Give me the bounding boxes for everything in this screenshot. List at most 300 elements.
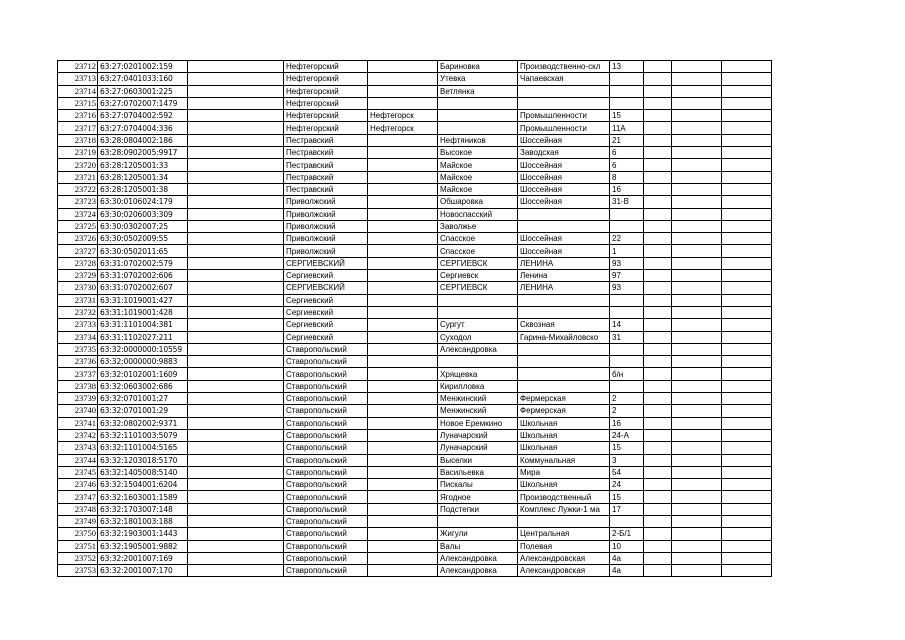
cadastral-number: 63:32:1903001:1443 — [98, 528, 188, 540]
city-cell — [368, 491, 438, 503]
extra-cell-2 — [672, 306, 722, 318]
extra-cell-1 — [644, 220, 672, 232]
row-number: 23747 — [58, 491, 98, 503]
cadastral-number: 63:31:1019001:427 — [98, 294, 188, 306]
blank-cell — [188, 380, 284, 392]
street-cell: Шоссейная — [518, 171, 610, 183]
district-cell: Пестравский — [284, 134, 368, 146]
cadastral-number: 63:27:0201002:159 — [98, 61, 188, 73]
blank-cell — [188, 85, 284, 97]
blank-cell — [188, 270, 284, 282]
locality-cell: Менжинский — [438, 393, 518, 405]
extra-cell-3 — [722, 405, 772, 417]
blank-cell — [188, 245, 284, 257]
blank-cell — [188, 331, 284, 343]
city-cell — [368, 540, 438, 552]
street-cell: Ленина — [518, 270, 610, 282]
district-cell: Ставропольский — [284, 528, 368, 540]
locality-cell: Выселки — [438, 454, 518, 466]
district-cell: Приволжский — [284, 233, 368, 245]
table-row — [58, 442, 772, 454]
extra-cell-2 — [672, 515, 722, 527]
table-row — [58, 454, 772, 466]
blank-cell — [188, 479, 284, 491]
street-cell: Александровская — [518, 552, 610, 564]
extra-cell-3 — [722, 159, 772, 171]
district-cell: Ставропольский — [284, 429, 368, 441]
house-cell — [610, 208, 644, 220]
locality-cell: Пискалы — [438, 479, 518, 491]
cadastral-number: 63:27:0704004:336 — [98, 122, 188, 134]
city-cell — [368, 442, 438, 454]
district-cell: Ставропольский — [284, 454, 368, 466]
extra-cell-1 — [644, 233, 672, 245]
extra-cell-2 — [672, 171, 722, 183]
row-number: 23735 — [58, 343, 98, 355]
cadastral-number: 63:28:0804002:186 — [98, 134, 188, 146]
locality-cell: Спасское — [438, 245, 518, 257]
extra-cell-2 — [672, 73, 722, 85]
district-cell: Пестравский — [284, 159, 368, 171]
house-cell: 97 — [610, 270, 644, 282]
blank-cell — [188, 503, 284, 515]
city-cell — [368, 380, 438, 392]
blank-cell — [188, 134, 284, 146]
cadastral-number: 63:32:1905001:9882 — [98, 540, 188, 552]
district-cell: СЕРГИЕВСКИЙ — [284, 257, 368, 269]
locality-cell — [438, 97, 518, 109]
district-cell: Приволжский — [284, 245, 368, 257]
street-cell: Школьная — [518, 442, 610, 454]
locality-cell: Нефтяников — [438, 134, 518, 146]
row-number: 23737 — [58, 368, 98, 380]
extra-cell-1 — [644, 343, 672, 355]
table-row — [58, 479, 772, 491]
table-row — [58, 331, 772, 343]
city-cell — [368, 257, 438, 269]
extra-cell-1 — [644, 380, 672, 392]
locality-cell: Суходол — [438, 331, 518, 343]
extra-cell-1 — [644, 552, 672, 564]
extra-cell-3 — [722, 368, 772, 380]
house-cell: 11А — [610, 122, 644, 134]
table-row — [58, 552, 772, 564]
extra-cell-2 — [672, 503, 722, 515]
extra-cell-3 — [722, 233, 772, 245]
blank-cell — [188, 393, 284, 405]
table-row — [58, 97, 772, 109]
locality-cell: Майское — [438, 159, 518, 171]
house-cell: 13 — [610, 61, 644, 73]
table-row — [58, 294, 772, 306]
locality-cell — [438, 122, 518, 134]
locality-cell — [438, 356, 518, 368]
district-cell: Ставропольский — [284, 565, 368, 577]
extra-cell-3 — [722, 515, 772, 527]
locality-cell: Спасское — [438, 233, 518, 245]
extra-cell-1 — [644, 442, 672, 454]
locality-cell: СЕРГИЕВСК — [438, 257, 518, 269]
extra-cell-3 — [722, 61, 772, 73]
district-cell: Нефтегорский — [284, 61, 368, 73]
street-cell: Промышленности — [518, 110, 610, 122]
extra-cell-2 — [672, 208, 722, 220]
city-cell — [368, 405, 438, 417]
street-cell: ЛЕНИНА — [518, 257, 610, 269]
city-cell — [368, 306, 438, 318]
district-cell: Ставропольский — [284, 417, 368, 429]
locality-cell: Майское — [438, 183, 518, 195]
table-row — [58, 233, 772, 245]
extra-cell-3 — [722, 196, 772, 208]
blank-cell — [188, 282, 284, 294]
cadastral-number: 63:32:1203018:5170 — [98, 454, 188, 466]
house-cell — [610, 97, 644, 109]
extra-cell-1 — [644, 257, 672, 269]
row-number: 23733 — [58, 319, 98, 331]
house-cell — [610, 380, 644, 392]
extra-cell-3 — [722, 171, 772, 183]
extra-cell-1 — [644, 294, 672, 306]
row-number: 23723 — [58, 196, 98, 208]
extra-cell-1 — [644, 122, 672, 134]
house-cell: 17 — [610, 503, 644, 515]
cadastral-number: 63:32:1801003:188 — [98, 515, 188, 527]
blank-cell — [188, 356, 284, 368]
table-row — [58, 159, 772, 171]
blank-cell — [188, 515, 284, 527]
city-cell — [368, 85, 438, 97]
locality-cell — [438, 294, 518, 306]
city-cell — [368, 393, 438, 405]
street-cell: Комплекс Лужки-1 ма — [518, 503, 610, 515]
district-cell: Приволжский — [284, 196, 368, 208]
table-row — [58, 319, 772, 331]
extra-cell-1 — [644, 356, 672, 368]
district-cell: Ставропольский — [284, 479, 368, 491]
extra-cell-1 — [644, 368, 672, 380]
city-cell — [368, 171, 438, 183]
extra-cell-3 — [722, 147, 772, 159]
row-number: 23712 — [58, 61, 98, 73]
locality-cell: Ветлянка — [438, 85, 518, 97]
table-row — [58, 220, 772, 232]
extra-cell-2 — [672, 466, 722, 478]
extra-cell-1 — [644, 183, 672, 195]
extra-cell-2 — [672, 147, 722, 159]
blank-cell — [188, 233, 284, 245]
district-cell: Нефтегорский — [284, 122, 368, 134]
cadastral-number: 63:27:0603001:225 — [98, 85, 188, 97]
locality-cell: Луначарский — [438, 429, 518, 441]
cadastral-number: 63:30:0502011:65 — [98, 245, 188, 257]
cadastral-number: 63:32:1603001:1589 — [98, 491, 188, 503]
locality-cell: Сергиевск — [438, 270, 518, 282]
street-cell — [518, 294, 610, 306]
extra-cell-2 — [672, 134, 722, 146]
table-row — [58, 515, 772, 527]
cadastral-number: 63:32:1101004:5165 — [98, 442, 188, 454]
extra-cell-3 — [722, 503, 772, 515]
extra-cell-3 — [722, 110, 772, 122]
house-cell — [610, 306, 644, 318]
blank-cell — [188, 208, 284, 220]
cadastral-number: 63:32:0603002:686 — [98, 380, 188, 392]
district-cell: Пестравский — [284, 183, 368, 195]
city-cell — [368, 134, 438, 146]
house-cell: 14 — [610, 319, 644, 331]
extra-cell-1 — [644, 110, 672, 122]
locality-cell: Новое Еремкино — [438, 417, 518, 429]
house-cell — [610, 356, 644, 368]
locality-cell: СЕРГИЕВСК — [438, 282, 518, 294]
cadastral-number: 63:32:0701001:29 — [98, 405, 188, 417]
street-cell: Производственно-скл — [518, 61, 610, 73]
extra-cell-3 — [722, 294, 772, 306]
street-cell: Фермерская — [518, 393, 610, 405]
table-row — [58, 196, 772, 208]
house-cell: 24-А — [610, 429, 644, 441]
extra-cell-3 — [722, 540, 772, 552]
district-cell: Нефтегорский — [284, 73, 368, 85]
table-row — [58, 343, 772, 355]
cadastral-number: 63:27:0704002:592 — [98, 110, 188, 122]
extra-cell-2 — [672, 196, 722, 208]
extra-cell-2 — [672, 343, 722, 355]
table-row — [58, 270, 772, 282]
extra-cell-1 — [644, 540, 672, 552]
street-cell: Производственный — [518, 491, 610, 503]
row-number: 23738 — [58, 380, 98, 392]
extra-cell-3 — [722, 270, 772, 282]
district-cell: Приволжский — [284, 220, 368, 232]
street-cell: Фермерская — [518, 405, 610, 417]
table-row — [58, 134, 772, 146]
district-cell: Нефтегорский — [284, 110, 368, 122]
cadastral-number: 63:32:0102001:1609 — [98, 368, 188, 380]
house-cell: 54 — [610, 466, 644, 478]
blank-cell — [188, 442, 284, 454]
extra-cell-3 — [722, 393, 772, 405]
extra-cell-2 — [672, 393, 722, 405]
blank-cell — [188, 429, 284, 441]
house-cell — [610, 85, 644, 97]
cadastral-number: 63:31:0702002:607 — [98, 282, 188, 294]
district-cell: Нефтегорский — [284, 85, 368, 97]
blank-cell — [188, 73, 284, 85]
street-cell: Школьная — [518, 429, 610, 441]
extra-cell-2 — [672, 294, 722, 306]
locality-cell: Обшаровка — [438, 196, 518, 208]
locality-cell: Жигули — [438, 528, 518, 540]
city-cell — [368, 552, 438, 564]
city-cell — [368, 528, 438, 540]
extra-cell-2 — [672, 442, 722, 454]
house-cell: 6 — [610, 159, 644, 171]
extra-cell-2 — [672, 454, 722, 466]
extra-cell-1 — [644, 466, 672, 478]
table-row — [58, 306, 772, 318]
extra-cell-3 — [722, 319, 772, 331]
cadastral-number: 63:32:0000000:9883 — [98, 356, 188, 368]
row-number: 23718 — [58, 134, 98, 146]
extra-cell-3 — [722, 331, 772, 343]
extra-cell-3 — [722, 429, 772, 441]
extra-cell-3 — [722, 257, 772, 269]
extra-cell-2 — [672, 159, 722, 171]
city-cell — [368, 208, 438, 220]
extra-cell-3 — [722, 73, 772, 85]
house-cell — [610, 73, 644, 85]
extra-cell-2 — [672, 97, 722, 109]
house-cell: 4а — [610, 565, 644, 577]
house-cell: 15 — [610, 491, 644, 503]
cadastral-number: 63:31:1102027:211 — [98, 331, 188, 343]
blank-cell — [188, 110, 284, 122]
table-row — [58, 245, 772, 257]
row-number: 23720 — [58, 159, 98, 171]
row-number: 23715 — [58, 97, 98, 109]
district-cell: Сергиевский — [284, 294, 368, 306]
blank-cell — [188, 368, 284, 380]
extra-cell-2 — [672, 110, 722, 122]
extra-cell-2 — [672, 491, 722, 503]
district-cell: Ставропольский — [284, 515, 368, 527]
city-cell — [368, 515, 438, 527]
district-cell: Сергиевский — [284, 270, 368, 282]
extra-cell-2 — [672, 429, 722, 441]
row-number: 23734 — [58, 331, 98, 343]
extra-cell-3 — [722, 491, 772, 503]
row-number: 23728 — [58, 257, 98, 269]
extra-cell-1 — [644, 159, 672, 171]
extra-cell-3 — [722, 220, 772, 232]
street-cell: Шоссейная — [518, 245, 610, 257]
street-cell: Гарина-Михайловско — [518, 331, 610, 343]
extra-cell-1 — [644, 196, 672, 208]
blank-cell — [188, 122, 284, 134]
extra-cell-2 — [672, 85, 722, 97]
blank-cell — [188, 417, 284, 429]
street-cell — [518, 306, 610, 318]
extra-cell-3 — [722, 454, 772, 466]
table-row — [58, 565, 772, 577]
cadastral-number: 63:30:0206003:309 — [98, 208, 188, 220]
table-row — [58, 491, 772, 503]
extra-cell-2 — [672, 565, 722, 577]
street-cell — [518, 368, 610, 380]
city-cell — [368, 343, 438, 355]
cadastral-number: 63:32:0802002:9371 — [98, 417, 188, 429]
house-cell: 16 — [610, 183, 644, 195]
street-cell: Шоссейная — [518, 196, 610, 208]
street-cell: Заводская — [518, 147, 610, 159]
row-number: 23741 — [58, 417, 98, 429]
extra-cell-2 — [672, 528, 722, 540]
city-cell — [368, 61, 438, 73]
extra-cell-1 — [644, 331, 672, 343]
extra-cell-3 — [722, 552, 772, 564]
city-cell — [368, 196, 438, 208]
table-row — [58, 503, 772, 515]
extra-cell-2 — [672, 417, 722, 429]
extra-cell-3 — [722, 97, 772, 109]
row-number: 23751 — [58, 540, 98, 552]
street-cell: Шоссейная — [518, 233, 610, 245]
locality-cell: Александровка — [438, 552, 518, 564]
street-cell: Шоссейная — [518, 159, 610, 171]
district-cell: Ставропольский — [284, 380, 368, 392]
district-cell: Ставропольский — [284, 405, 368, 417]
extra-cell-1 — [644, 393, 672, 405]
cadastral-number: 63:28:1205001:34 — [98, 171, 188, 183]
city-cell — [368, 220, 438, 232]
house-cell: б/н — [610, 368, 644, 380]
cadastral-number: 63:32:1703007:148 — [98, 503, 188, 515]
locality-cell: Утевка — [438, 73, 518, 85]
city-cell — [368, 356, 438, 368]
extra-cell-1 — [644, 73, 672, 85]
row-number: 23714 — [58, 85, 98, 97]
table-row — [58, 208, 772, 220]
locality-cell: Бариновка — [438, 61, 518, 73]
table-row — [58, 257, 772, 269]
district-cell: Сергиевский — [284, 306, 368, 318]
blank-cell — [188, 257, 284, 269]
table-row — [58, 368, 772, 380]
table-row — [58, 466, 772, 478]
extra-cell-3 — [722, 343, 772, 355]
district-cell: Нефтегорский — [284, 97, 368, 109]
blank-cell — [188, 540, 284, 552]
house-cell — [610, 294, 644, 306]
district-cell: Ставропольский — [284, 552, 368, 564]
extra-cell-3 — [722, 183, 772, 195]
row-number: 23731 — [58, 294, 98, 306]
street-cell: Школьная — [518, 417, 610, 429]
table-row — [58, 122, 772, 134]
blank-cell — [188, 466, 284, 478]
extra-cell-1 — [644, 282, 672, 294]
row-number: 23746 — [58, 479, 98, 491]
blank-cell — [188, 343, 284, 355]
extra-cell-2 — [672, 257, 722, 269]
blank-cell — [188, 61, 284, 73]
house-cell — [610, 343, 644, 355]
table-row — [58, 393, 772, 405]
extra-cell-3 — [722, 528, 772, 540]
cadastral-number: 63:30:0106024:179 — [98, 196, 188, 208]
district-cell: Ставропольский — [284, 356, 368, 368]
row-number: 23743 — [58, 442, 98, 454]
house-cell: 1 — [610, 245, 644, 257]
city-cell — [368, 319, 438, 331]
street-cell: Сквозная — [518, 319, 610, 331]
district-cell: Ставропольский — [284, 503, 368, 515]
locality-cell: Луначарский — [438, 442, 518, 454]
house-cell: 31 — [610, 331, 644, 343]
blank-cell — [188, 319, 284, 331]
house-cell: 2 — [610, 393, 644, 405]
house-cell: 4а — [610, 552, 644, 564]
locality-cell: Александровка — [438, 565, 518, 577]
row-number: 23717 — [58, 122, 98, 134]
table-row — [58, 183, 772, 195]
house-cell — [610, 220, 644, 232]
extra-cell-2 — [672, 331, 722, 343]
extra-cell-3 — [722, 208, 772, 220]
blank-cell — [188, 147, 284, 159]
